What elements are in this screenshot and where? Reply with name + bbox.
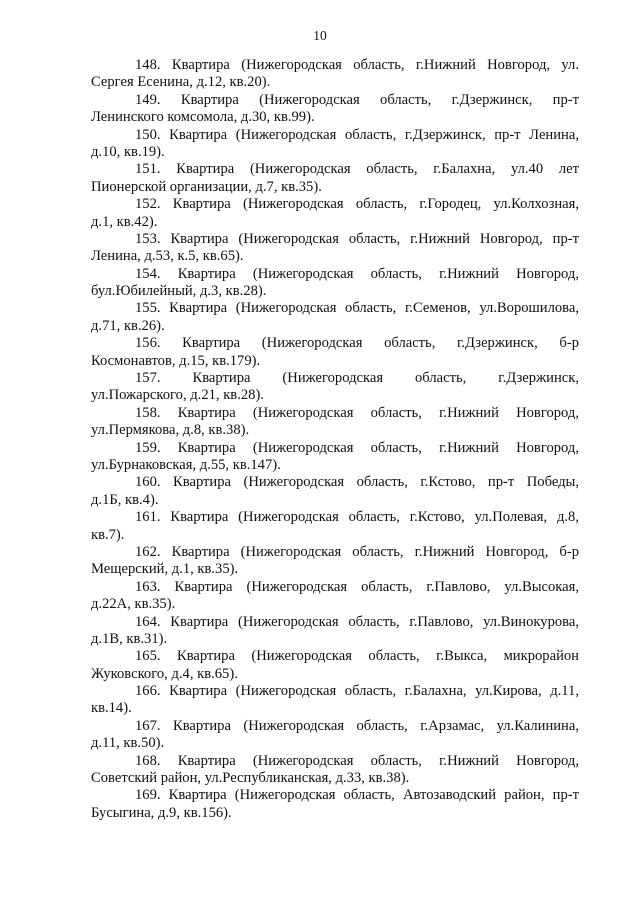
list-item-line-first: 156. Квартира (Нижегородская область, г.Дзержинск, б-р bbox=[135, 335, 579, 352]
list-item-line-continuation: Жуковского, д.4, кв.65). bbox=[91, 665, 238, 682]
list-item bbox=[91, 614, 579, 649]
list-item-line-first: 165. Квартира (Нижегородская область, г.Выкса, микрорайон bbox=[135, 648, 579, 665]
list-item-line-first: 169. Квартира (Нижегородская область, Автозаводский район, пр-т bbox=[135, 787, 579, 804]
list-item-line-first: 164. Квартира (Нижегородская область, г.Павлово, ул.Винокурова, bbox=[135, 613, 579, 630]
list-item-line-continuation: д.1Б, кв.4). bbox=[91, 491, 159, 508]
list-item-line-first: 168. Квартира (Нижегородская область, г.Нижний Новгород, bbox=[135, 752, 579, 769]
list-item bbox=[91, 335, 579, 370]
list-item-line-continuation: Космонавтов, д.15, кв.179). bbox=[91, 352, 261, 369]
list-item-line-continuation: Пионерской организации, д.7, кв.35). bbox=[91, 178, 322, 195]
list-item-line-continuation: Сергея Есенина, д.12, кв.20). bbox=[91, 74, 271, 91]
list-item-line-first: 152. Квартира (Нижегородская область, г.Городец, ул.Колхозная, bbox=[135, 196, 579, 213]
property-list bbox=[91, 57, 579, 822]
list-item-line-first: 166. Квартира (Нижегородская область, г.Балахна, ул.Кирова, д.11, bbox=[135, 683, 579, 700]
list-item-line-continuation: д.71, кв.26). bbox=[91, 317, 165, 334]
list-item bbox=[91, 92, 579, 127]
list-item-line-first: 160. Квартира (Нижегородская область, г.Кстово, пр-т Победы, bbox=[135, 474, 579, 491]
list-item-line-first: 157. Квартира (Нижегородская область, г.Дзержинск, bbox=[135, 370, 579, 387]
list-item-line-first: 151. Квартира (Нижегородская область, г.Балахна, ул.40 лет bbox=[135, 161, 579, 178]
list-item-line-first: 150. Квартира (Нижегородская область, г.Дзержинск, пр-т Ленина, bbox=[135, 126, 579, 143]
list-item bbox=[91, 718, 579, 753]
list-item-line-continuation: Бусыгина, д.9, кв.156). bbox=[91, 804, 232, 821]
list-item bbox=[91, 300, 579, 335]
list-item bbox=[91, 683, 579, 718]
list-item bbox=[91, 648, 579, 683]
list-item-line-first: 155. Квартира (Нижегородская область, г.Семенов, ул.Ворошилова, bbox=[135, 300, 579, 317]
list-item-line-first: 159. Квартира (Нижегородская область, г.Нижний Новгород, bbox=[135, 439, 579, 456]
list-item bbox=[91, 787, 579, 822]
list-item-line-continuation: Советский район, ул.Республиканская, д.33, кв.38). bbox=[91, 770, 410, 787]
list-item-line-first: 149. Квартира (Нижегородская область, г.Дзержинск, пр-т bbox=[135, 91, 579, 108]
list-item-line-first: 153. Квартира (Нижегородская область, г.Нижний Новгород, пр-т bbox=[135, 230, 579, 247]
list-item bbox=[91, 579, 579, 614]
list-item-line-continuation: д.11, кв.50). bbox=[91, 735, 165, 752]
list-item-line-first: 148. Квартира (Нижегородская область, г.Нижний Новгород, ул. bbox=[135, 57, 579, 73]
list-item-line-continuation: д.1, кв.42). bbox=[91, 213, 158, 230]
list-item bbox=[91, 57, 579, 92]
list-item-line-first: 158. Квартира (Нижегородская область, г.Нижний Новгород, bbox=[135, 404, 579, 421]
list-item bbox=[91, 266, 579, 301]
list-item-line-first: 154. Квартира (Нижегородская область, г.Нижний Новгород, bbox=[135, 265, 579, 282]
list-item bbox=[91, 544, 579, 579]
list-item-line-first: 167. Квартира (Нижегородская область, г.Арзамас, ул.Калинина, bbox=[135, 717, 579, 734]
list-item bbox=[91, 509, 579, 544]
list-item-line-continuation: Ленинского комсомола, д.30, кв.99). bbox=[91, 109, 315, 126]
list-item bbox=[91, 161, 579, 196]
list-item-line-continuation: Мещерский, д.1, кв.35). bbox=[91, 561, 239, 578]
list-item bbox=[91, 474, 579, 509]
list-item-line-first: 161. Квартира (Нижегородская область, г.Кстово, ул.Полевая, д.8, bbox=[135, 509, 579, 526]
page-number: 10 bbox=[313, 28, 327, 43]
list-item-line-continuation: кв.7). bbox=[91, 526, 125, 543]
list-item bbox=[91, 405, 579, 440]
list-item-line-continuation: д.10, кв.19). bbox=[91, 143, 165, 160]
list-item bbox=[91, 440, 579, 475]
list-item-line-continuation: кв.14). bbox=[91, 700, 132, 717]
list-item-line-continuation: Ленина, д.53, к.5, кв.65). bbox=[91, 248, 244, 265]
list-item-line-first: 163. Квартира (Нижегородская область, г.Павлово, ул.Высокая, bbox=[135, 578, 579, 595]
list-item bbox=[91, 231, 579, 266]
list-item bbox=[91, 127, 579, 162]
list-item bbox=[91, 370, 579, 405]
list-item-line-continuation: ул.Пермякова, д.8, кв.38). bbox=[91, 422, 250, 439]
list-item-line-continuation: бул.Юбилейный, д.3, кв.28). bbox=[91, 283, 267, 300]
list-item-line-continuation: д.22А, кв.35). bbox=[91, 596, 176, 613]
list-item bbox=[91, 196, 579, 231]
list-item-line-continuation: д.1В, кв.31). bbox=[91, 630, 168, 647]
list-item-line-first: 162. Квартира (Нижегородская область, г.Нижний Новгород, б-р bbox=[135, 543, 579, 560]
list-item bbox=[91, 753, 579, 788]
list-item-line-continuation: ул.Бурнаковская, д.55, кв.147). bbox=[91, 456, 281, 473]
list-item-line-continuation: ул.Пожарского, д.21, кв.28). bbox=[91, 387, 264, 404]
